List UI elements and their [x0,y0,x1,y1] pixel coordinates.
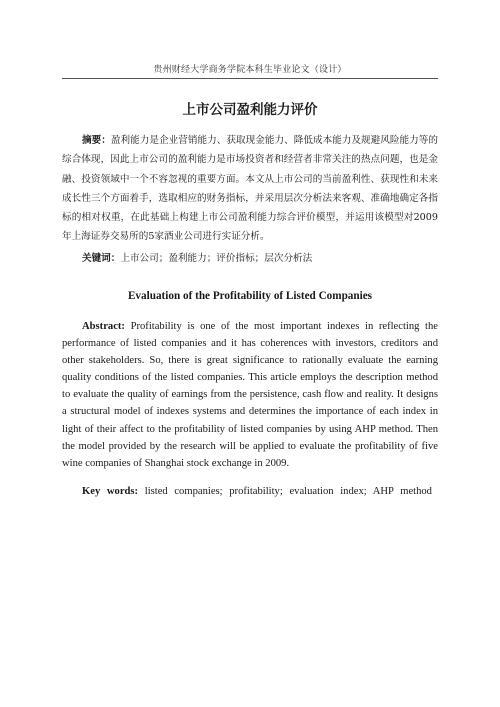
chinese-keywords-text: 上市公司；盈利能力；评价指标；层次分析法 [120,253,313,264]
chinese-abstract-label: 摘要： [82,135,111,146]
english-abstract-text: Profitability is one of the most important indexes in reflecting the performance of listed companies and it has coherences with investors, creditors and other stakeholders. So, there is great significance to rationally evaluate the earning quality conditions of the listed companies. This article employs the description method to evaluate the quality of earnings from the persistence, cash flow and reality. It designs a structural model of indexes systems and determines the importance of each index in light of their affect to the profitability of listed companies by using AHP method. Then the model provided by the research will be applied to evaluate the profitability of five wine companies of Shanghai stock exchange in 2009. [62,321,438,469]
chinese-keywords-label: 关键词： [82,253,121,264]
running-header: 贵州财经大学商务学院本科生毕业论文（设计） [153,65,347,75]
chinese-abstract [62,131,438,247]
chinese-abstract-text: 盈利能力是企业营销能力、获取现金能力、降低成本能力及规避风险能力等的综合体现，因此上市公司的盈利能力是市场投资者和经营者非常关注的热点问题，也是金融、投资领域中一个不容忽视的重要方面。本文从上市公司的当前盈利性、获现性和未来成长性三个方面着手，选取相应的财务指标，并采用层次分析法来客观、准确地确定各指标的相对权重，在此基础上构建上市公司盈利能力综合评价模型，并运用该模型对2009年上海证券交易所的5家酒业公司进行实证分析。 [62,135,439,243]
chinese-title: 上市公司盈利能力评价 [182,102,318,118]
english-abstract-label: Abstract: [82,321,125,332]
english-keywords-text: listed companies; profitability; evaluation index; AHP method [144,486,432,497]
english-keywords [82,483,438,500]
english-abstract [62,318,438,472]
english-keywords-label: Key words: [82,486,139,497]
chinese-keywords [82,249,438,268]
header-rule [62,78,438,79]
english-title: Evaluation of the Profitability of Listed Companies [127,290,373,302]
